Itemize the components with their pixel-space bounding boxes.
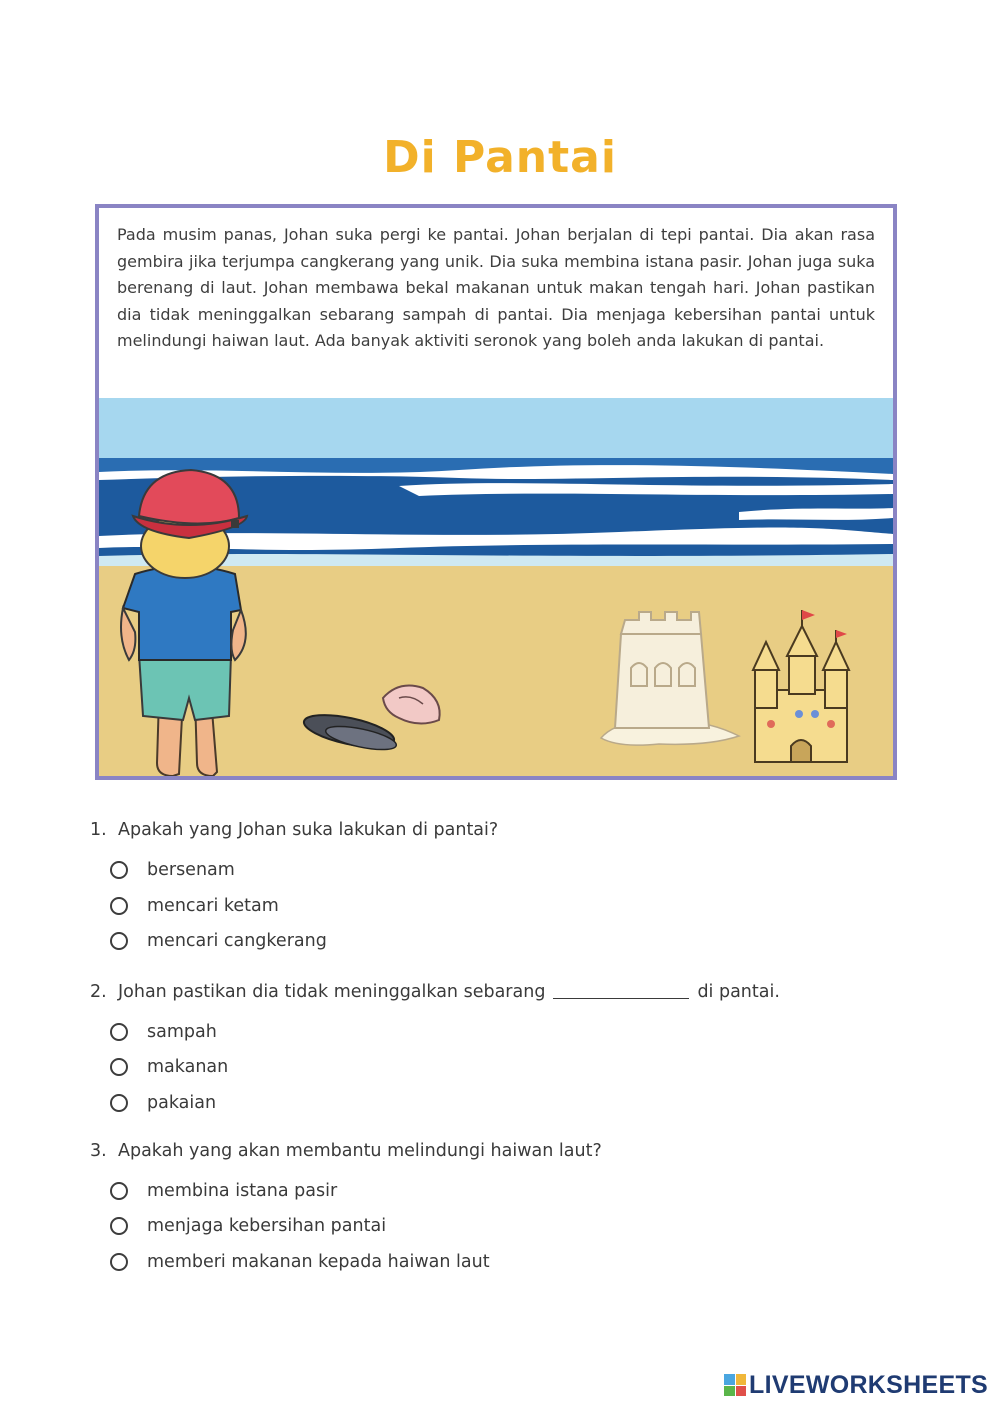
radio-button[interactable] [110,1182,128,1200]
radio-button[interactable] [110,1253,128,1271]
radio-button[interactable] [110,1058,128,1076]
question-1: 1. Apakah yang Johan suka lakukan di pantai? [90,820,499,840]
question-2: 2. Johan pastikan dia tidak meninggalkan sebarang di pantai. [90,982,780,1002]
question-3-option-2[interactable]: menjaga kebersihan pantai [110,1214,386,1238]
question-1-option-1[interactable]: bersenam [110,858,235,882]
beach-illustration [99,398,893,776]
radio-button[interactable] [110,1217,128,1235]
page-title: Di Pantai [383,132,617,183]
question-3: 3. Apakah yang akan membantu melindungi haiwan laut? [90,1141,602,1161]
radio-button[interactable] [110,861,128,879]
liveworksheets-brand[interactable] [724,1370,988,1400]
radio-button[interactable] [110,1023,128,1041]
question-3-option-1[interactable]: membina istana pasir [110,1179,337,1203]
question-2-text-after: di pantai. [697,982,780,1002]
radio-button[interactable] [110,897,128,915]
question-3-text: Apakah yang akan membantu melindungi haiwan laut? [118,1141,602,1161]
question-2-option-2[interactable]: makanan [110,1055,228,1079]
radio-button[interactable] [110,1094,128,1112]
question-3-option-3[interactable]: memberi makanan kepada haiwan laut [110,1250,490,1274]
story-card [95,204,897,780]
question-1-text: Apakah yang Johan suka lakukan di pantai? [118,820,499,840]
story-text: Pada musim panas, Johan suka pergi ke pantai. Johan berjalan di tepi pantai. Dia akan rasa gembira jika terjumpa cangkerang yang unik. Dia suka membina istana pasir. Johan juga suka berenang di laut. Johan membawa bekal makanan untuk makan tengah hari. Johan pastikan dia tidak meninggalkan sebarang sampah di pantai. Dia menjaga kebersihan pantai untuk melindungi haiwan laut. Ada banyak aktiviti seronok yang boleh anda lakukan di pantai. [117,225,875,350]
sky [99,398,893,460]
question-2-option-3[interactable]: pakaian [110,1091,216,1115]
brand-name: LIVEWORKSHEETS [749,1370,988,1399]
fill-in-blank[interactable] [553,998,689,999]
question-2-text-before: Johan pastikan dia tidak meninggalkan sebarang [118,982,546,1002]
question-2-option-1[interactable]: sampah [110,1020,217,1044]
liveworksheets-logo-icon [724,1374,746,1396]
question-1-option-3[interactable]: mencari cangkerang [110,929,327,953]
radio-button[interactable] [110,932,128,950]
question-1-option-2[interactable]: mencari ketam [110,894,279,918]
